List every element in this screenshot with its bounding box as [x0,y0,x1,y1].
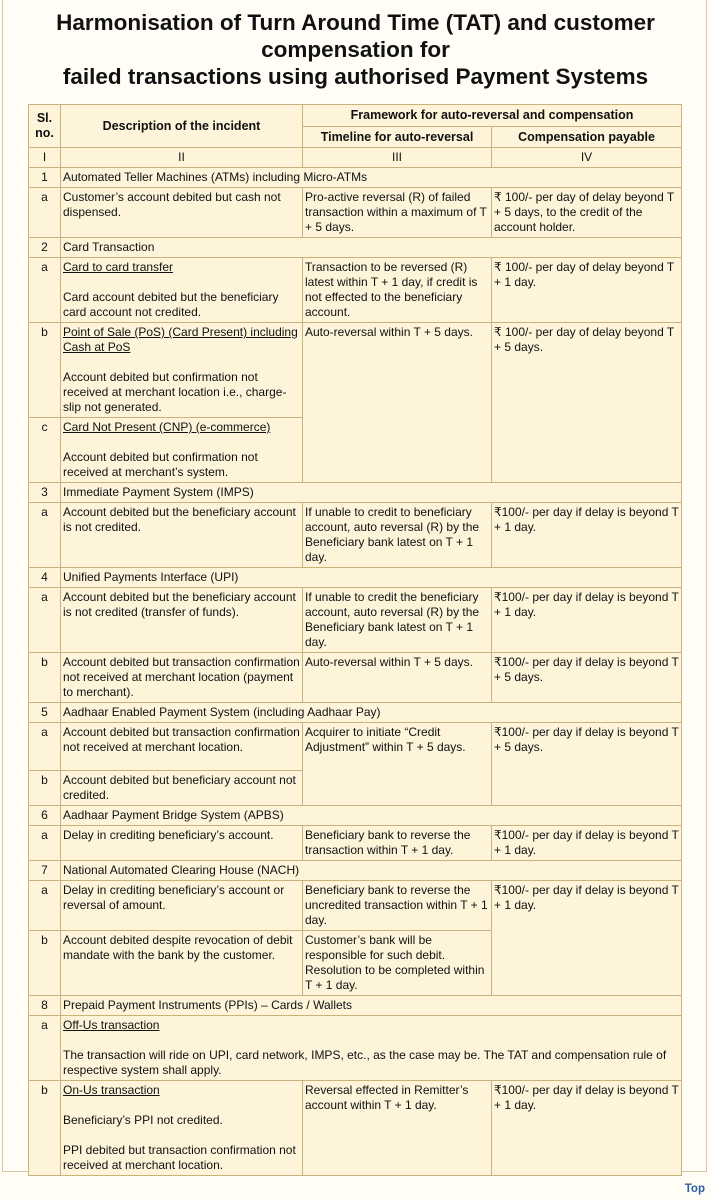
row-letter: b [29,653,61,703]
incident-heading: On-Us transaction [63,1083,160,1097]
section-number: 1 [29,168,61,188]
incident-description: Account debited but transaction confirmation not received at merchant location (payment to merchant). [61,653,303,703]
table-row [29,881,682,931]
compensation-cell: ₹100/- per day if delay is beyond T + 1 day. [492,1081,682,1176]
section-title: Aadhaar Payment Bridge System (APBS) [61,806,682,826]
section-row [29,861,682,881]
timeline-cell: Auto-reversal within T + 5 days. [303,653,492,703]
section-number: 5 [29,703,61,723]
table-row [29,588,682,653]
section-title: National Automated Clearing House (NACH) [61,861,682,881]
row-letter: a [29,258,61,323]
timeline-cell: Reversal effected in Remitter’s account within T + 1 day. [303,1081,492,1176]
compensation-cell: ₹100/- per day if delay is beyond T + 1 day. [492,881,682,996]
row-letter: a [29,723,61,771]
roman-numeral: I [29,148,61,168]
section-row [29,996,682,1016]
header-description: Description of the incident [61,105,303,148]
table-row [29,826,682,861]
incident-description: Account debited but the beneficiary account is not credited. [61,503,303,568]
section-title: Prepaid Payment Instruments (PPIs) – Cards / Wallets [61,996,682,1016]
incident-description [61,323,303,418]
tat-table [28,104,682,1176]
row-letter: b [29,771,61,806]
header-sl-no: Sl. no. [29,105,61,148]
incident-description [61,1081,303,1176]
table-row [29,503,682,568]
compensation-cell: ₹ 100/- per day of delay beyond T + 5 days. [492,323,682,483]
roman-row [29,148,682,168]
row-letter: a [29,881,61,931]
row-letter: a [29,826,61,861]
incident-heading: Point of Sale (PoS) (Card Present) including Cash at PoS [63,325,298,354]
timeline-cell: Beneficiary bank to reverse the transaction within T + 1 day. [303,826,492,861]
table-row [29,258,682,323]
section-number: 3 [29,483,61,503]
incident-description: Delay in crediting beneficiary’s account. [61,826,303,861]
table-row [29,1081,682,1176]
compensation-cell: ₹100/- per day if delay is beyond T + 5 days. [492,653,682,703]
timeline-cell: Customer’s bank will be responsible for such debit. Resolution to be completed within T + 1 day. [303,931,492,996]
section-title: Aadhaar Enabled Payment System (including Aadhaar Pay) [61,703,682,723]
compensation-cell: ₹100/- per day if delay is beyond T + 5 days. [492,723,682,806]
compensation-cell: ₹ 100/- per day of delay beyond T + 5 days, to the credit of the account holder. [492,188,682,238]
section-number: 6 [29,806,61,826]
compensation-cell: ₹100/- per day if delay is beyond T + 1 day. [492,826,682,861]
compensation-cell: ₹ 100/- per day of delay beyond T + 1 day. [492,258,682,323]
incident-heading: Card to card transfer [63,260,174,274]
timeline-cell: Acquirer to initiate “Credit Adjustment” within T + 5 days. [303,723,492,806]
incident-description [61,418,303,483]
timeline-cell: If unable to credit to beneficiary account, auto reversal (R) by the Beneficiary bank latest on T + 1 day. [303,503,492,568]
row-letter: a [29,503,61,568]
incident-description: Account debited but the beneficiary account is not credited (transfer of funds). [61,588,303,653]
section-row [29,806,682,826]
section-title: Automated Teller Machines (ATMs) including Micro-ATMs [61,168,682,188]
incident-heading: Card Not Present (CNP) (e-commerce) [63,420,271,434]
row-letter: b [29,931,61,996]
top-link[interactable]: Top [684,1183,705,1195]
roman-numeral: III [303,148,492,168]
row-letter: a [29,1016,61,1081]
section-row [29,238,682,258]
table-row [29,723,682,771]
header-row [29,105,682,127]
roman-numeral: IV [492,148,682,168]
roman-numeral: II [61,148,303,168]
incident-description: Delay in crediting beneficiary’s account or reversal of amount. [61,881,303,931]
table-row [29,188,682,238]
incident-description: Customer’s account debited but cash not dispensed. [61,188,303,238]
section-number: 7 [29,861,61,881]
incident-description: Account debited but transaction confirmation not received at merchant location. [61,723,303,771]
timeline-cell: Pro-active reversal (R) of failed transaction within a maximum of T + 5 days. [303,188,492,238]
section-title: Card Transaction [61,238,682,258]
timeline-cell: Auto-reversal within T + 5 days. [303,323,492,483]
incident-description [61,1016,682,1081]
row-letter: b [29,323,61,418]
incident-heading: Off-Us transaction [63,1018,160,1032]
header-compensation: Compensation payable [492,127,682,148]
incident-text: Account debited but confirmation not received at merchant location i.e., charge-slip not generated. [63,370,287,414]
section-row [29,703,682,723]
incident-text: PPI debited but transaction confirmation not received at merchant location. [63,1143,296,1172]
row-letter: b [29,1081,61,1176]
table-row [29,323,682,418]
incident-description [61,258,303,323]
incident-description: Account debited but beneficiary account not credited. [61,771,303,806]
section-number: 2 [29,238,61,258]
table-row [29,653,682,703]
incident-text: Account debited but confirmation not received at merchant’s system. [63,450,258,479]
incident-description: Account debited despite revocation of debit mandate with the bank by the customer. [61,931,303,996]
compensation-cell: ₹100/- per day if delay is beyond T + 1 day. [492,588,682,653]
table-row [29,1016,682,1081]
section-number: 4 [29,568,61,588]
row-letter: a [29,188,61,238]
incident-text: Beneficiary’s PPI not credited. [63,1113,223,1127]
timeline-cell: If unable to credit the beneficiary account, auto reversal (R) by the Beneficiary bank latest on T + 1 day. [303,588,492,653]
row-letter: a [29,588,61,653]
section-row [29,168,682,188]
row-letter: c [29,418,61,483]
section-row [29,483,682,503]
section-title: Unified Payments Interface (UPI) [61,568,682,588]
header-framework: Framework for auto-reversal and compensation [303,105,682,127]
compensation-cell: ₹100/- per day if delay is beyond T + 1 day. [492,503,682,568]
page-title: Harmonisation of Turn Around Time (TAT) and customer compensation for failed transactions using authorised Payment Systems [56,10,655,89]
header-timeline: Timeline for auto-reversal [303,127,492,148]
timeline-cell: Transaction to be reversed (R) latest within T + 1 day, if credit is not effected to the beneficiary account. [303,258,492,323]
section-row [29,568,682,588]
section-title: Immediate Payment System (IMPS) [61,483,682,503]
incident-text: The transaction will ride on UPI, card network, IMPS, etc., as the case may be. The TAT and compensation rule of respective system shall apply. [63,1048,667,1077]
section-number: 8 [29,996,61,1016]
incident-text: Card account debited but the beneficiary card account not credited. [63,290,279,319]
timeline-cell: Beneficiary bank to reverse the uncredited transaction within T + 1 day. [303,881,492,931]
